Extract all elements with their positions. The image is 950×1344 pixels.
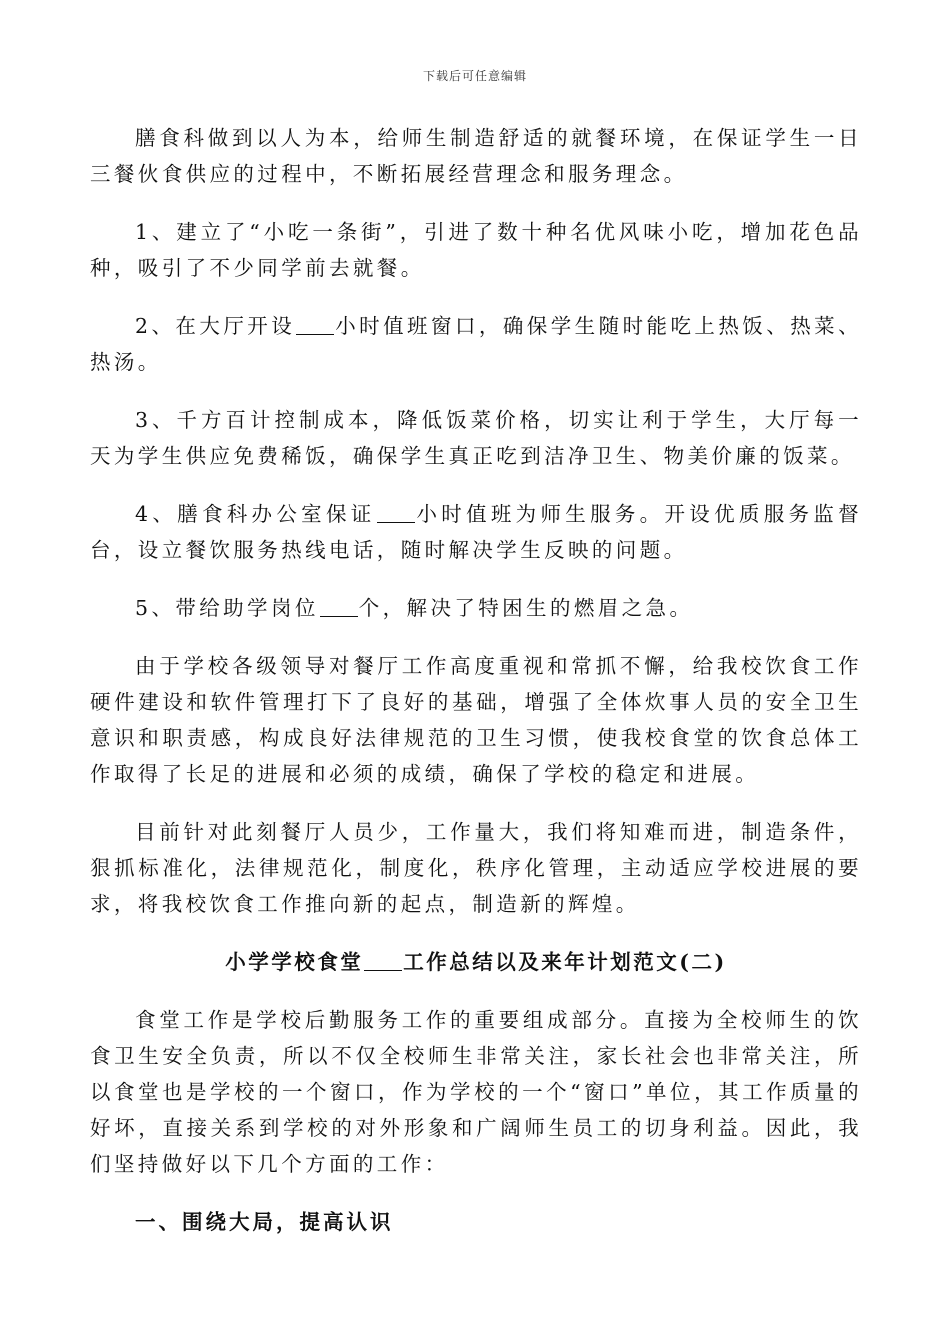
paragraph-text: 食堂工作是学校后勤服务工作的重要组成部分。直接为全校师生的饮食卫生安全负责，所以不仅全校师生非常关注，家长社会也非常关注，所以食堂也是学校的一个窗口，作为学校的一个“窗口”单位，其工作质量的好坏，直接关系到学校的对外形象和广阔师生员工的切身利益。因此，我们坚持做好以下几个方面的工作：: [90, 1008, 862, 1176]
paragraph-section-intro: [90, 1002, 862, 1182]
paragraph-text: 1、建立了“小吃一条街”，引进了数十种名优风味小吃，增加花色品种，吸引了不少同学前去就餐。: [90, 220, 862, 280]
paragraph-intro: [90, 120, 862, 192]
section-title: [90, 944, 862, 980]
paragraph-text: 2、在大厅开设: [135, 314, 296, 338]
paragraph-item-4: [90, 496, 862, 568]
paragraph-text: 小时值班窗口，确保学生随时能吃上热饭、热菜、热汤。: [90, 314, 862, 374]
section-title-text: 小学学校食堂: [225, 950, 364, 974]
paragraph-item-1: [90, 214, 862, 286]
fill-in-blank: [296, 314, 334, 335]
paragraph-text: 由于学校各级领导对餐厅工作高度重视和常抓不懈，给我校饮食工作硬件建设和软件管理打下了良好的基础，增强了全体炊事人员的安全卫生意识和职责感，构成良好法律规范的卫生习惯，使我校食堂的饮食总体工作取得了长足的进展和必须的成绩，确保了学校的稳定和进展。: [90, 654, 862, 786]
subheading: 一、围绕大局，提高认识: [135, 1210, 394, 1234]
section-title-text: 工作总结以及来年计划范文(二): [403, 950, 727, 974]
paragraph-outlook: [90, 814, 862, 922]
paragraph-text: 4、膳食科办公室保证: [135, 502, 376, 526]
fill-in-blank: [377, 502, 415, 523]
fill-in-blank: [320, 596, 358, 617]
paragraph-text: 小时值班为师生服务。开设优质服务监督台，设立餐饮服务热线电话，随时解决学生反映的问题。: [90, 502, 862, 562]
fill-in-blank: [364, 950, 402, 971]
paragraph-text: 目前针对此刻餐厅人员少，工作量大，我们将知难而进，制造条件，狠抓标准化，法律规范化，制度化，秩序化管理，主动适应学校进展的要求，将我校饮食工作推向新的起点，制造新的辉煌。: [90, 820, 862, 916]
paragraph-item-5: [90, 590, 862, 626]
paragraph-text: 个，解决了特困生的燃眉之急。: [358, 596, 694, 620]
paragraph-summary: [90, 648, 862, 792]
document-body: [90, 120, 862, 1240]
paragraph-item-2: [90, 308, 862, 380]
page-header: 下载后可任意编辑: [422, 69, 527, 83]
paragraph-text: 3、千方百计控制成本，降低饭菜价格，切实让利于学生，大厅每一天为学生供应免费稀饭，确保学生真正吃到洁净卫生、物美价廉的饭菜。: [90, 408, 862, 468]
paragraph-text: 膳食科做到以人为本，给师生制造舒适的就餐环境，在保证学生一日三餐伙食供应的过程中，不断拓展经营理念和服务理念。: [90, 126, 862, 186]
paragraph-item-3: [90, 402, 862, 474]
paragraph-text: 5、带给助学岗位: [135, 596, 319, 620]
